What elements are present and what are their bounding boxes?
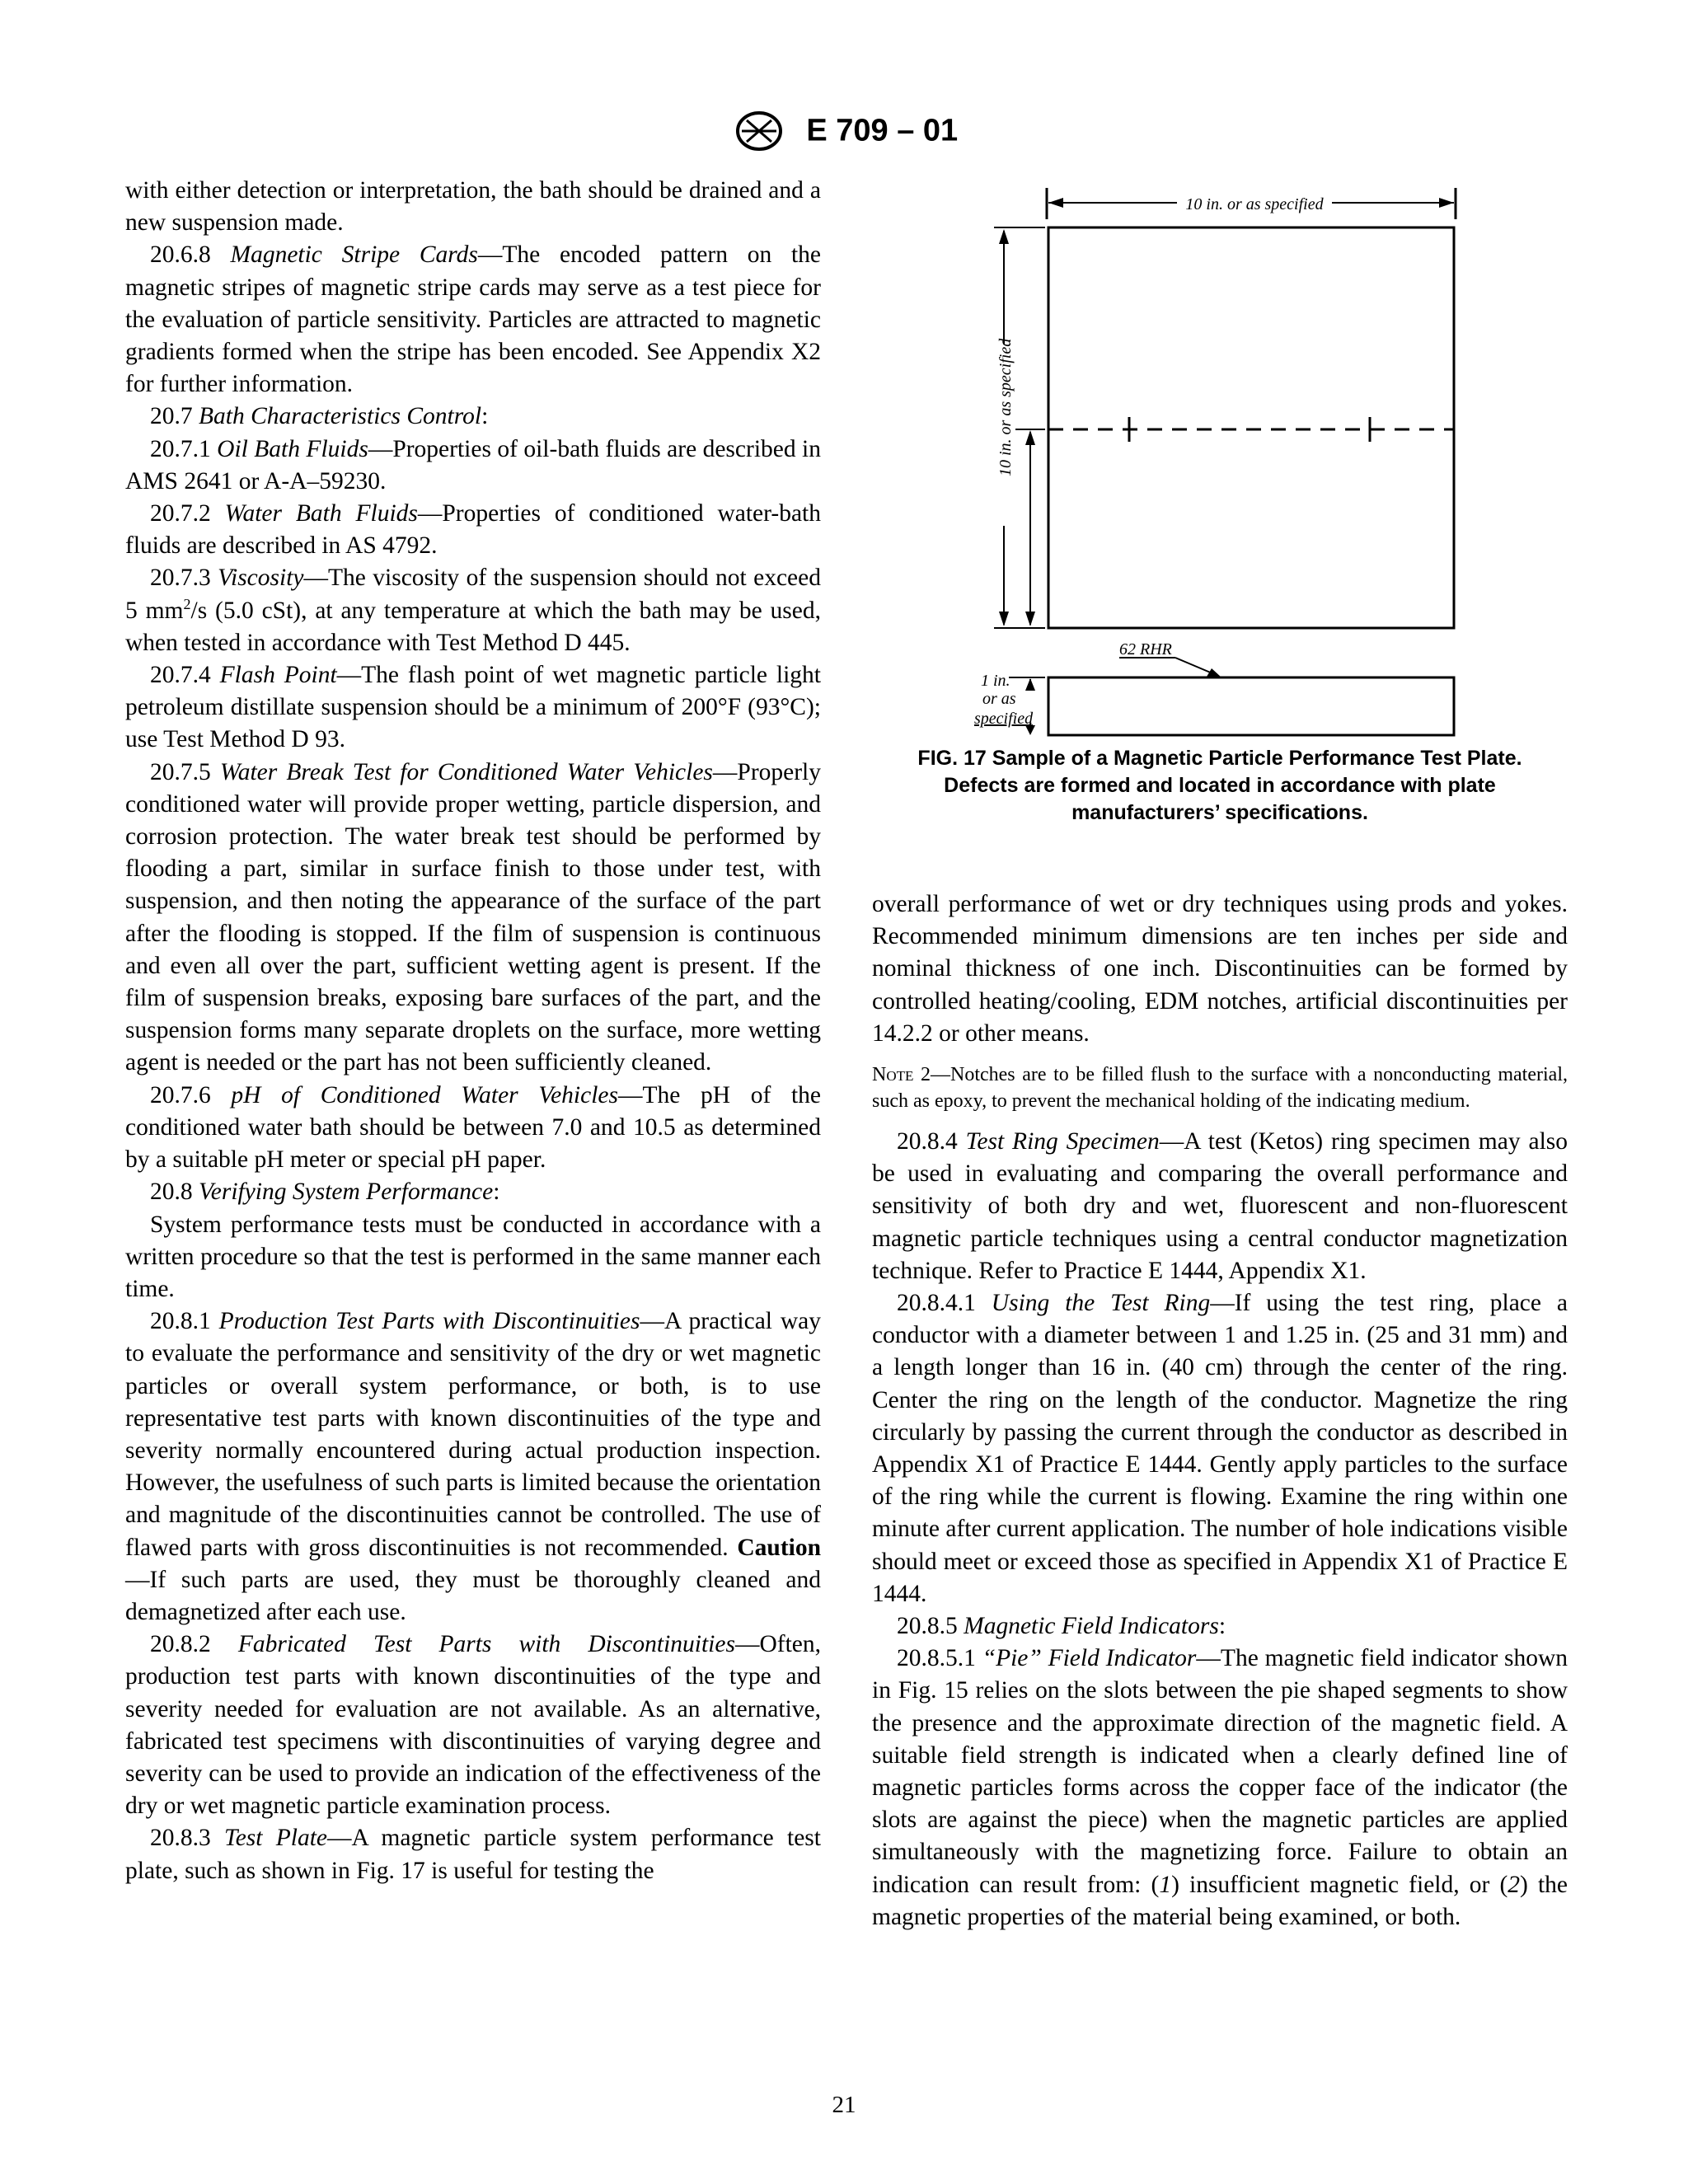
paragraph-20-7: 20.7 Bath Characteristics Control: <box>150 403 489 430</box>
paragraph-20-7-6: 20.7.6 pH of Conditioned Water Vehicles—The pH of the conditioned water bath should be between 7.0 and 10.5 as determined by a suitable pH meter or special pH paper. <box>125 1081 822 1174</box>
right-column <box>872 888 1568 1933</box>
page-header <box>0 110 1688 152</box>
paragraph-20-7-2: 20.7.2 Water Bath Fluids—Properties of conditioned water-bath fluids are described in AS 4792. <box>125 500 821 560</box>
dim-top-label: 10 in. or as specified <box>1185 195 1324 213</box>
paragraph-20-7-1: 20.7.1 Oil Bath Fluids—Properties of oil-bath fluids are described in AMS 2641 or A-A–59230. <box>125 435 821 494</box>
paragraph-20-8-3: 20.8.3 Test Plate—A magnetic particle system performance test plate, such as shown in Fig. 17 is useful for testing the <box>125 1825 821 1884</box>
paragraph-20-8-1: 20.8.1 Production Test Parts with Discontinuities—A practical way to evaluate the performance and sensitivity of the dry or wet magnetic particles or overall system performance, or both, is to use representative test parts with known discontinuities of the type and severity normally encountered during actual production inspection. However, the usefulness of such parts is limited because the orientation and magnitude of the discontinuities cannot be controlled. The use of flawed parts with gross discontinuities is not recommended. Caution—If such parts are used, they must be thoroughly cleaned and demagnetized after each use. <box>125 1308 821 1625</box>
test-plate-figure <box>872 180 1568 740</box>
thickness-label-1: 1 in. <box>981 672 1010 690</box>
paragraph-20-8: 20.8 Verifying System Performance: <box>150 1179 500 1206</box>
note-2: Note 2—Notches are to be filled flush to the surface with a nonconducting material, such as epoxy, to prevent the mechanical holding of the indicating medium. <box>872 1064 1568 1113</box>
paragraph-20-8-4: 20.8.4 Test Ring Specimen—A test (Ketos) ring specimen may also be used in evaluating and comparing the overall performance and sensitivity of both dry and wet, fluorescent and non-fluorescent magnetic particle techniques using a central conductor magnetization technique. Refer to Practice E 1444, Appendix X1. <box>872 1128 1568 1284</box>
paragraph-20-7-4: 20.7.4 Flash Point—The flash point of wet magnetic particle light petroleum distillate suspension should be a minimum of 200°F (93°C); use Test Method D 93. <box>125 662 822 753</box>
thickness-label-2: or as <box>982 690 1016 708</box>
paragraph-20-8-5: 20.8.5 Magnetic Field Indicators: <box>897 1613 1226 1640</box>
caption-line: manufacturers’ specifications. <box>1071 801 1368 824</box>
paragraph-20-6-8: 20.6.8 Magnetic Stripe Cards—The encoded pattern on the magnetic stripes of magnetic stripe cards may serve as a test piece for the evaluation of particle sensitivity. Particles are attracted to magnetic gradients formed when the stripe has been encoded. See Appendix X2 for further information. <box>125 241 821 398</box>
paragraph-20-8-2: 20.8.2 Fabricated Test Parts with Discontinuities—Often, production test parts with known discontinuities of the type and severity needed for evaluation are not available. As an alternative, fabricated test specimens with discontinuities of varying degree and severity can be used to provide an indication of the effectiveness of the dry or wet magnetic particle examination process. <box>125 1631 822 1820</box>
paragraph: overall performance of wet or dry techniques using prods and yokes. Recommended minimum dimensions are ten inches per side and nominal thickness of one inch. Discontinuities can be formed by controlled heating/cooling, EDM notches, artificial discontinuities per 14.2.2 or other means. <box>872 891 1568 1047</box>
page-number: 21 <box>832 2092 856 2118</box>
left-column <box>125 175 821 1887</box>
thickness-label-3: specified <box>974 710 1034 728</box>
caption-line: Defects are formed and located in accordance with plate <box>944 774 1496 797</box>
paragraph-20-8-5-1: 20.8.5.1 “Pie” Field Indicator—The magnetic field indicator shown in Fig. 15 relies on the slots between the pie shaped segments to show the presence and the approximate direction of the magnetic field. A suitable field strength is indicated when a clearly defined line of magnetic particles forms across the copper face of the indicator (the slots are against the piece) when the magnetic particles are applied simultaneously with the magnetizing force. Failure to obtain an indication can result from: (1) insufficient magnetic field, or (2) the magnetic properties of the material being examined, or both. <box>872 1645 1568 1930</box>
dim-side-label: 10 in. or as specified <box>996 338 1015 476</box>
astm-logo-icon <box>730 110 788 152</box>
rhr-label: 62 RHR <box>1119 640 1172 658</box>
document-id: E 709 – 01 <box>806 113 959 148</box>
figure-caption <box>872 745 1568 827</box>
paragraph: System performance tests must be conducted in accordance with a written procedure so that the test is performed in the same manner each time. <box>125 1211 821 1302</box>
paragraph-20-7-3: 20.7.3 Viscosity—The viscosity of the suspension should not exceed 5 $mm^2/s$ (5.0 cSt), at any temperature at which the bath may be used, when tested in accordance with Test Method D 445. <box>125 565 821 656</box>
caption-line: FIG. 17 Sample of a Magnetic Particle Performance Test Plate. <box>917 747 1522 770</box>
paragraph-20-8-4-1: 20.8.4.1 Using the Test Ring—If using the test ring, place a conductor with a diameter between 1 and 1.25 in. (25 and 31 mm) and a length longer than 16 in. (40 cm) through the center of the ring. Center the ring on the length of the conductor. Magnetize the ring circularly by passing the current through the conductor as described in Appendix X1 of Practice E 1444. Gently apply particles to the surface of the ring while the current is flowing. Examine the ring within one minute after current application. The number of hole indications visible should meet or exceed those as specified in Appendix X1 of Practice E 1444. <box>872 1290 1568 1607</box>
paragraph: with either detection or interpretation, the bath should be drained and a new suspension made. <box>125 177 821 237</box>
paragraph-20-7-5: 20.7.5 Water Break Test for Conditioned Water Vehicles—Properly conditioned water will provide proper wetting, particle dispersion, and corrosion protection. The water break test should be performed by flooding a part, similar in surface finish to those under test, with suspension, and then noting the appearance of the surface of the part after the flooding is stopped. If the film of suspension is continuous and even all over the part, sufficient wetting agent is present. If the film of suspension breaks, exposing bare surfaces of the part, and the suspension forms many separate droplets on the surface, more wetting agent is needed or the part has not been sufficiently cleaned. <box>125 758 821 1076</box>
